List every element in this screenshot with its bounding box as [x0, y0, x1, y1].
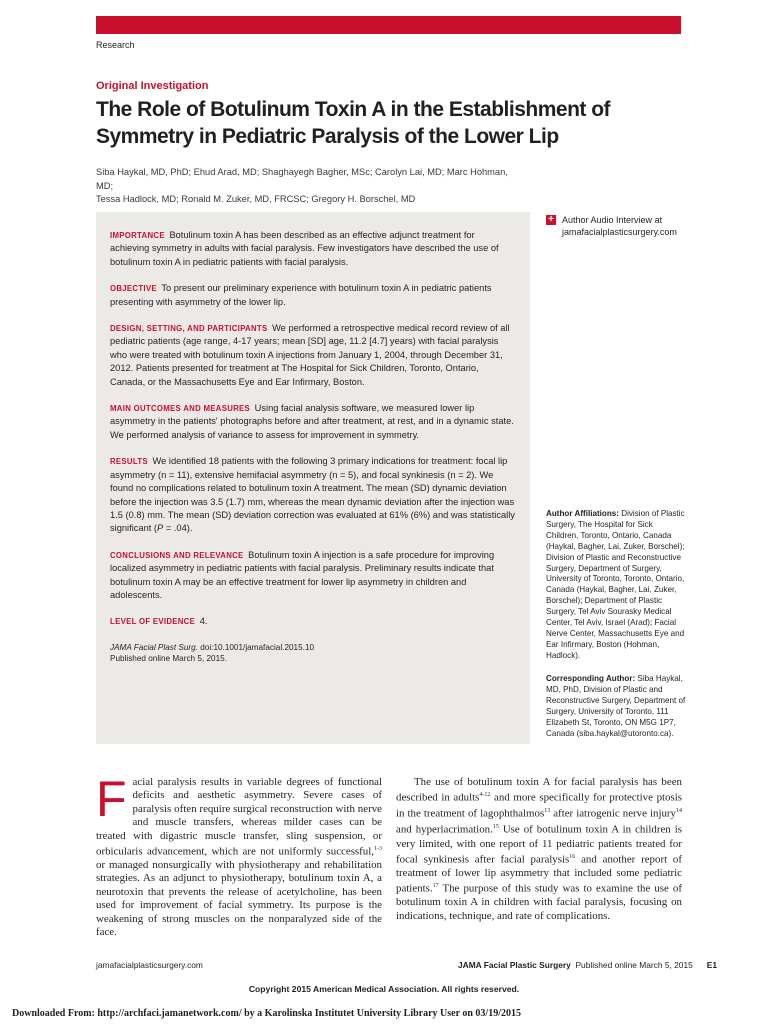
objective-text: To present our preliminary experience with botulinum toxin A in pediatric patients presenting with asymmetry of the lower lip. [110, 283, 492, 307]
corresponding-author [546, 674, 686, 739]
audio-at: at [652, 215, 663, 225]
outcomes-text: Using facial analysis software, we measured lower lip asymmetry in the patients' photographs before and after treatment, at rest, and in a dynamic state. We performed analysis of variance to assess for improvement in symmetry. [110, 403, 514, 440]
reference-sup: 15 [492, 824, 499, 831]
page-number: E1 [706, 960, 718, 970]
importance-text: Botulinum toxin A has been described as an effective adjunct treatment for achieving symmetry in adults with facial paralysis. Few investigators have described the use of botulinum toxin A in pediatric patients with facial paralysis. [110, 230, 499, 267]
audio-label: Author Audio Interview [562, 215, 653, 225]
copyright-notice: Copyright 2015 American Medical Association. All rights reserved. [248, 984, 520, 994]
audio-site: jamafacialplasticsurgery.com [562, 227, 677, 237]
corresponding-text: Siba Haykal, MD, PhD, Division of Plastic and Reconstructive Surgery, Department of Surgery, University of Toronto, 111 Elizabeth St, Toronto, ON M5G 1P7, Canada (siba.haykal@utoronto.ca). [546, 674, 686, 738]
body-right-text-f: and another report of treatment of lower lip asymmetry that included some pediatric patients. [396, 853, 682, 895]
objective-heading: OBJECTIVE [110, 284, 157, 294]
reference-sup: 13 [544, 808, 551, 815]
drop-cap: F [96, 771, 127, 827]
footer-site-link[interactable]: jamafacialplasticsurgery.com [96, 960, 203, 970]
doi-text: doi:10.1001/jamafacial.2015.10 [197, 642, 315, 652]
body-right-text-c: after iatrogenic nerve injury [550, 808, 676, 821]
results-p-symbol: P [157, 523, 164, 534]
footer-journal-info [458, 960, 717, 970]
author-list [96, 166, 516, 207]
body-column-left [96, 771, 382, 940]
body-left-text-a: acial paralysis results in variable degrees of functional deficits and aesthetic asymmetry. Severe cases of paralysis often require surgical reconstruction with nerve and muscle transfers, whereas milder cases can be treated with digastric muscle transfer, sling suspension, or orbicularis advancement, which are not uniformly successful, [96, 776, 382, 858]
body-column-right [396, 776, 682, 923]
abstract-outcomes [110, 402, 516, 442]
abstract-results [110, 455, 516, 535]
importance-heading: IMPORTANCE [110, 231, 165, 240]
design-heading: DESIGN, SETTING, AND PARTICIPANTS [110, 324, 268, 334]
author-affiliations [546, 509, 686, 662]
reference-sup: 16 [569, 853, 576, 860]
download-stamp: Downloaded From: http://archfaci.jamanetwork.com/ by a Karolinska Institutet University Library User on 03/19/2015 [12, 1008, 521, 1019]
section-label: Research [96, 40, 135, 50]
reference-sup: 4-12 [479, 792, 491, 799]
footer-published: Published online March 5, 2015 [575, 960, 693, 970]
abstract-conclusions [110, 549, 516, 603]
affiliations-heading: Author Affiliations: [546, 509, 619, 518]
results-text-end: = .04). [163, 523, 193, 534]
body-right-text-a: The use of botulinum toxin A for facial paralysis has been described in adults [396, 776, 682, 805]
conclusions-text: Botulinum toxin A injection is a safe procedure for improving localized asymmetry in pediatric patients with facial paralysis. Preliminary results indicate that botulinum toxin A may be an effective treatment for lower lip asymmetry in children and adolescents. [110, 549, 495, 600]
plus-icon: + [546, 215, 556, 225]
results-text: We identified 18 patients with the following 3 primary indications for treatment: focal lip asymmetry (n = 11), extensive hemifacial asymmetry (n = 5), and focal synkinesis (n = 2). We found no complications related to botulinum toxin A treatment. The mean (SD) dynamic deviation before the injection was 3.5 (1.7) mm, whereas the mean dynamic deviation after the injection was 1.5 (0.8) mm. The mean (SD) deviation correction was evaluated at 61% (6%) and was statistically significant ( [110, 456, 515, 534]
audio-interview-link[interactable] [546, 214, 686, 238]
abstract-design [110, 322, 516, 389]
body-left-text-b: or managed nonsurgically with physiotherapy and rehabilitation strategies. As an adjunct to physiotherapy, botulinum toxin A, a neurotoxin that prevents the release of acetylcholine, has been used for improvement of facial symmetry. Its purpose is the weakening of strong muscles on the nonparalyzed side of the face. [96, 859, 382, 939]
published-date: Published online March 5, 2015. [110, 654, 227, 664]
evidence-text: 4. [199, 616, 208, 627]
citation-meta [110, 642, 516, 665]
reference-sup: 17 [432, 883, 439, 890]
corresponding-heading: Corresponding Author: [546, 674, 636, 683]
conclusions-heading: CONCLUSIONS AND RELEVANCE [110, 550, 244, 560]
abstract-evidence [110, 615, 516, 628]
reference-sup: 1-3 [374, 846, 382, 853]
body-right-text-b: and more specifically for protective ptosis in the treatment of lagophthalmos [396, 792, 682, 821]
abstract-objective [110, 282, 516, 309]
article-type: Original Investigation [96, 80, 209, 92]
body-right-text-e: Use of botulinum toxin A in children is very limited, with one report of 11 pediatric patients treated for focal synkinesis after facial paralysis [396, 824, 682, 866]
journal-abbrev: JAMA Facial Plast Surg. [110, 642, 198, 652]
body-right-text-d: and hyperlacrimation. [396, 824, 493, 837]
author-line-1: Siba Haykal, MD, PhD; Ehud Arad, MD; Shaghayegh Bagher, MSc; Carolyn Lai, MD; Marc Hohman, MD; [96, 167, 508, 191]
body-right-text-g: The purpose of this study was to examine the use of botulinum toxin A in children with facial paralysis, focusing on indications, technique, and rate of complications. [396, 882, 682, 922]
reference-sup: 14 [676, 808, 682, 815]
footer-journal: JAMA Facial Plastic Surgery [458, 960, 571, 970]
evidence-heading: LEVEL OF EVIDENCE [110, 617, 196, 627]
header-color-bar [96, 16, 681, 34]
abstract-box [96, 212, 530, 744]
outcomes-heading: MAIN OUTCOMES AND MEASURES [110, 404, 251, 414]
article-title: The Role of Botulinum Toxin A in the Establishment of Symmetry in Pediatric Paralysis of the Lower Lip [96, 98, 611, 148]
citation-doi-line [110, 642, 516, 654]
affiliations-text: Division of Plastic Surgery, The Hospital for Sick Children, Toronto, Ontario, Canada (Haykal, Bagher, Lai, Zuker, Borschel); Division of Plastic and Reconstructive Surgery, Department of Surgery, University of Toronto, Toronto, Ontario, Canada (Haykal, Bagher, Lai, Zuker, Borschel); Department of Plastic Surgery, Tel Aviv Sourasky Medical Center, Tel Aviv, Israel (Arad); Facial Nerve Center, Massachusetts Eye and Ear Infirmary, Boston (Hohman, Hadlock). [546, 509, 685, 660]
design-text: We performed a retrospective medical record review of all pediatric patients (age range, 4-17 years; mean [SD] age, 11.2 [4.7] years) with facial paralysis who were treated with botulinum toxin A injections from January 1, 2004, through December 31, 2012. Patients presented for treatment at The Hospital for Sick Children, Toronto, Ontario, Canada, or the Massachusetts Eye and Ear Infirmary, Boston. [110, 323, 510, 387]
author-line-2: Tessa Hadlock, MD; Ronald M. Zuker, MD, FRCSC; Gregory H. Borschel, MD [96, 194, 416, 204]
abstract-importance [110, 229, 516, 269]
results-heading: RESULTS [110, 457, 148, 467]
